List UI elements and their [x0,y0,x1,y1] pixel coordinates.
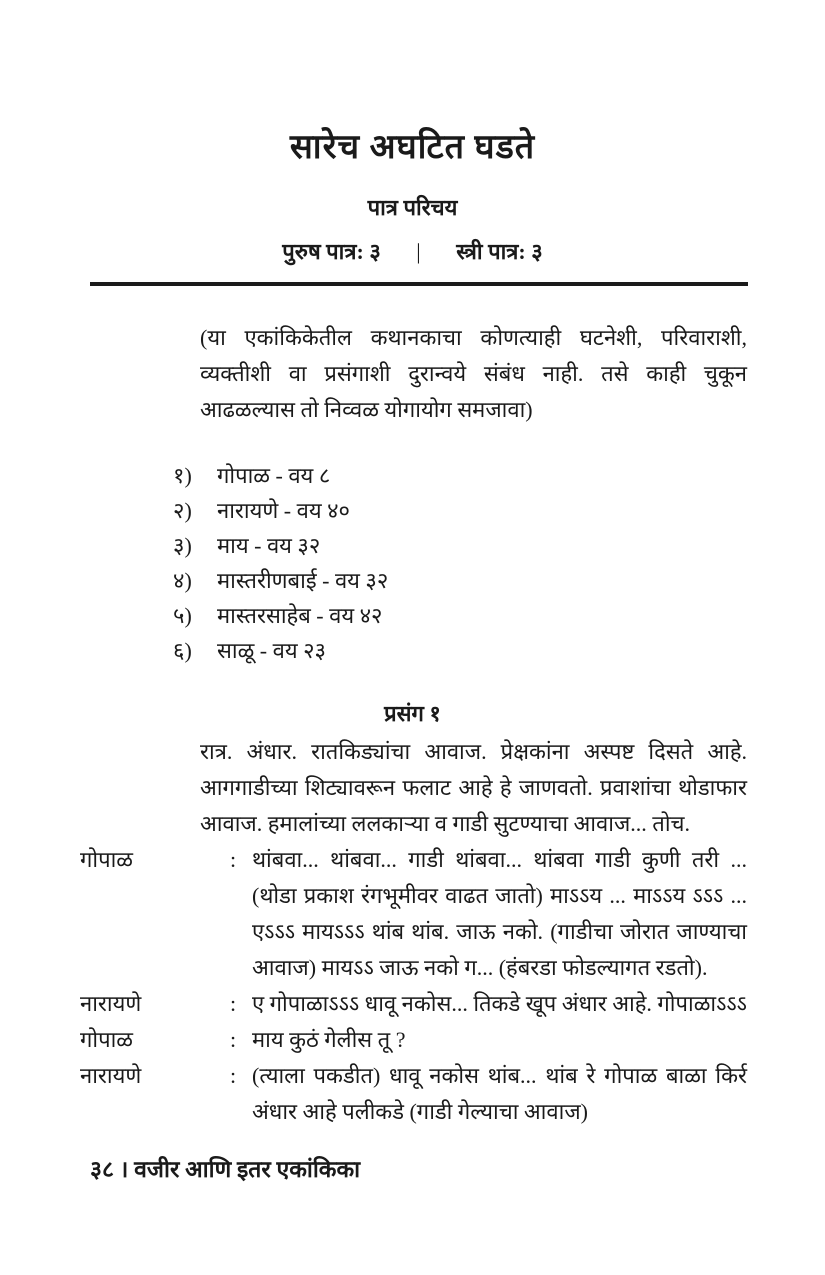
speaker-colon: : [230,991,237,1016]
cast-intro-heading: पात्र परिचय [367,195,458,220]
cast-item-desc: गोपाळ - वय ८ [217,463,331,488]
cast-item [173,598,825,633]
cast-item-desc: नारायणे - वय ४० [217,498,350,523]
cast-item-number: ५) [173,603,192,628]
disclaimer-note: (या एकांकिकेतील कथानकाचा कोणत्याही घटनेशी, परिवाराशी, व्यक्तीशी वा प्रसंगाशी दुरान्वये संबंध नाही. तसे काही चुकून आढळल्यास तो निव्वळ योगायोग समजावा) [200,325,747,422]
play-title: सारेच अघटित घडते [289,129,536,166]
dialogue-row [80,986,747,1022]
speaker-name: गोपाळ [80,1027,133,1052]
male-cast-count: पुरुष पात्र: ३ [282,239,381,264]
dialogue-text: ए गोपाळाऽऽऽ धावू नकोस... तिकडे खूप अंधार आहे. गोपाळाऽऽऽ [252,991,747,1016]
dialogue-row [80,1022,747,1058]
page-footer: ३८ । वजीर आणि इतर एकांकिका [90,1157,361,1182]
speaker-name: नारायणे [80,991,142,1016]
scene-heading: प्रसंग १ [384,701,441,726]
speaker-colon: : [230,1063,237,1088]
speaker-name: गोपाळ [80,847,133,872]
cast-item [173,493,825,528]
cast-counts-line [0,236,825,266]
cast-item [173,563,825,598]
cast-item-desc: मास्तरीणबाई - वय ३२ [217,568,389,593]
dialogue-text: माय कुठं गेलीस तू ? [252,1027,406,1052]
dialogue-row [80,842,747,986]
header-divider [90,282,748,286]
cast-item [173,458,825,493]
cast-item-desc: माय - वय ३२ [217,533,321,558]
cast-item-number: २) [173,498,192,523]
cast-list [173,458,825,668]
cast-item-number: १) [173,463,192,488]
cast-counts-separator: | [416,239,421,264]
speaker-name: नारायणे [80,1063,142,1088]
stage-directions: रात्र. अंधार. रातकिड्यांचा आवाज. प्रेक्षकांना अस्पष्ट दिसते आहे. आगगाडीच्या शिट्यावरून फलाट आहे हे जाणवतो. प्रवाशांचा थोडाफार आवाज. हमालांच्या ललकाऱ्या व गाडी सुटण्याचा आवाज... तोच. [200,739,747,836]
cast-item-desc: मास्तरसाहेब - वय ४२ [217,603,383,628]
cast-item-number: ४) [173,568,192,593]
cast-item [173,633,825,668]
cast-item [173,528,825,563]
speaker-colon: : [230,1027,237,1052]
female-cast-count: स्त्री पात्र: ३ [456,239,543,264]
cast-item-desc: साळू - वय २३ [217,638,326,663]
dialogue-text: थांबवा... थांबवा... गाडी थांबवा... थांबवा गाडी कुणी तरी ... (थोडा प्रकाश रंगभूमीवर वाढत जातो) माऽऽय ... माऽऽय ऽऽऽ ... एऽऽऽ मायऽऽऽ थांब थांब. जाऊ नको. (गाडीचा जोरात जाण्याचा आवाज) मायऽऽ जाऊ नको ग... (हंबरडा फोडल्यागत रडतो). [252,847,747,980]
dialogue-text: (त्याला पकडीत) धावू नकोस थांब... थांब रे गोपाळ बाळा किर्र अंधार आहे पलीकडे (गाडी गेल्याचा आवाज) [252,1063,747,1124]
speaker-colon: : [230,847,237,872]
cast-item-number: ६) [173,638,192,663]
dialogue-block [80,842,747,1130]
dialogue-row [80,1058,747,1130]
cast-item-number: ३) [173,533,192,558]
